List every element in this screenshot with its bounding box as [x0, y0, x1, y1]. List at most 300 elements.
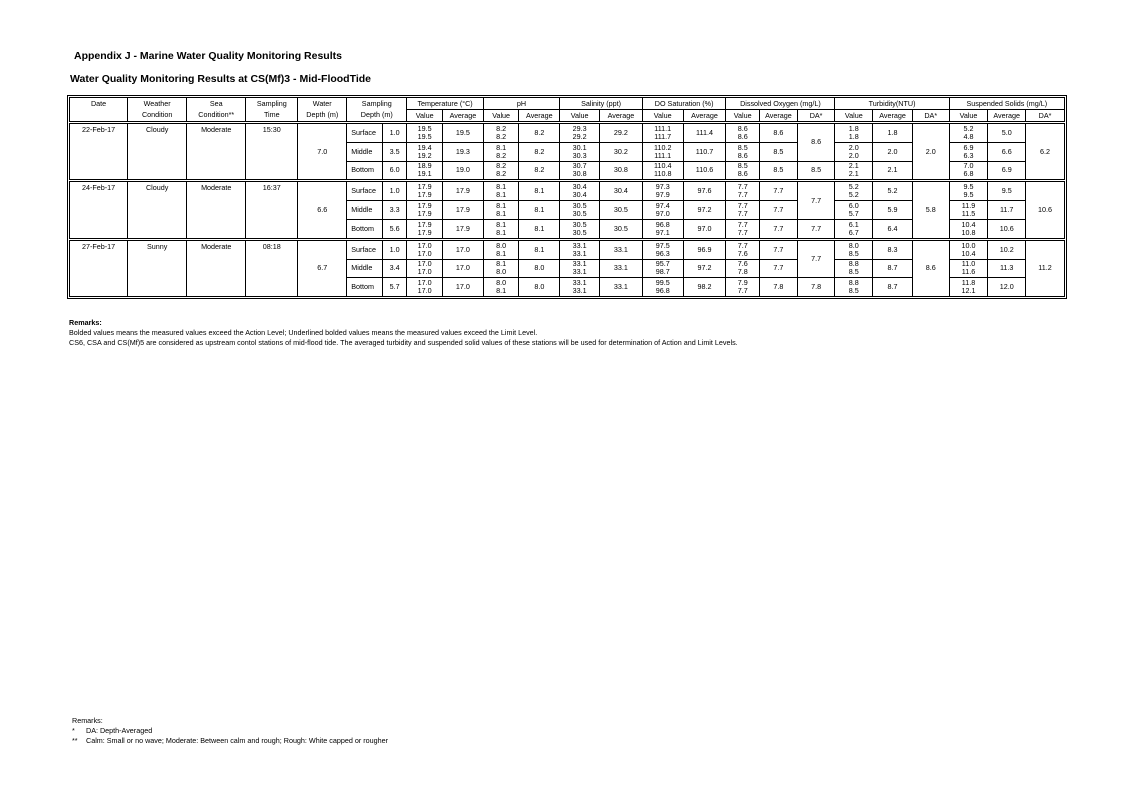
do-saturation-value-2: 98.7	[655, 267, 670, 277]
ph-value-2: 8.1	[496, 209, 507, 219]
ph-average-cell: 8.2	[519, 123, 560, 143]
dissolved-oxygen-value-1: 7.9	[737, 278, 748, 288]
do-saturation-value	[642, 142, 683, 161]
sea-condition-cell: Moderate	[187, 181, 246, 239]
salinity-value	[560, 278, 600, 297]
header-sampling-depth-sub: Depth (m)	[347, 110, 407, 123]
salinity-value	[560, 123, 600, 143]
ph-value-1: 8.1	[496, 219, 507, 229]
suspended-solids-value	[949, 259, 988, 278]
weather-cell: Cloudy	[128, 181, 187, 239]
ph-value-1: 8.2	[496, 161, 507, 171]
suspended-solids-value-1: 11.9	[961, 201, 976, 211]
dissolved-oxygen-value-2: 7.7	[737, 190, 748, 200]
suspended-solids-value-1: 6.9	[963, 142, 974, 152]
salinity-value-2: 30.5	[572, 209, 587, 219]
turbidity-value	[835, 142, 873, 161]
salinity-value-1: 30.5	[572, 219, 587, 229]
date-cell: 22-Feb-17	[70, 123, 128, 181]
dissolved-oxygen-value-2: 8.6	[737, 169, 748, 179]
temp-value	[407, 219, 443, 239]
do-saturation-average-cell: 96.9	[683, 239, 726, 259]
temp-average-cell: 17.0	[443, 239, 484, 259]
salinity-value-1: 30.7	[572, 161, 587, 171]
sampling-depth-cell: 1.0	[382, 181, 406, 201]
turbidity-value	[835, 181, 873, 201]
footnote-double-star-text: Calm: Small or no wave; Moderate: Between calm and rough; Rough: White capped or rougher	[86, 736, 389, 745]
suspended-solids-value-2: 6.3	[963, 150, 974, 160]
temp-value	[407, 123, 443, 143]
temp-value	[407, 142, 443, 161]
temp-value-1: 17.9	[417, 201, 432, 211]
suspended-solids-average-cell: 11.3	[988, 259, 1026, 278]
sampling-depth-cell: 5.6	[382, 219, 406, 239]
dissolved-oxygen-average-cell: 8.5	[760, 142, 798, 161]
dissolved-oxygen-value-2: 8.6	[737, 150, 748, 160]
dissolved-oxygen-value-2: 7.7	[737, 286, 748, 296]
sampling-time-cell: 15:30	[246, 123, 298, 181]
turbidity-value-2: 1.8	[848, 131, 859, 141]
salinity-value	[560, 161, 600, 181]
do-saturation-average-cell: 97.2	[683, 201, 726, 220]
suspended-solids-value	[949, 239, 988, 259]
do-saturation-value	[642, 161, 683, 181]
header-weather-sub: Condition	[128, 110, 187, 123]
suspended-solids-value	[949, 181, 988, 201]
salinity-value-1: 29.3	[572, 123, 587, 133]
temp-value	[407, 259, 443, 278]
ph-value-2: 8.1	[496, 286, 507, 296]
sampling-depth-cell: 3.3	[382, 201, 406, 220]
ph-value-1: 8.1	[496, 182, 507, 192]
dissolved-oxygen-value	[726, 278, 760, 297]
water-quality-table-frame	[67, 95, 1067, 299]
ph-value	[483, 219, 519, 239]
table-body	[70, 123, 1065, 297]
dissolved-oxygen-value	[726, 201, 760, 220]
suspended-solids-average-cell: 10.6	[988, 219, 1026, 239]
turbidity-average-cell: 8.7	[873, 278, 913, 297]
dissolved-oxygen-value	[726, 123, 760, 143]
dissolved-oxygen-average-cell: 7.7	[760, 259, 798, 278]
suspended-solids-value-1: 11.8	[961, 278, 976, 288]
header-ph-average: Average	[519, 110, 560, 123]
turbidity-value-2: 8.5	[848, 267, 859, 277]
turbidity-value-2: 6.7	[848, 227, 859, 237]
salinity-average-cell: 33.1	[600, 278, 643, 297]
do-saturation-average-cell: 98.2	[683, 278, 726, 297]
sampling-depth-cell: 3.5	[382, 142, 406, 161]
ph-value	[483, 181, 519, 201]
header-ss-value: Value	[949, 110, 988, 123]
turbidity-value	[835, 259, 873, 278]
suspended-solids-average-cell: 5.0	[988, 123, 1026, 143]
suspended-solids-value-2: 11.5	[961, 209, 976, 219]
ph-value	[483, 201, 519, 220]
do-saturation-value-1: 97.5	[655, 240, 670, 250]
dissolved-oxygen-value-1: 7.7	[737, 219, 748, 229]
dissolved-oxygen-da-bottom-cell: 8.5	[797, 161, 835, 181]
sea-condition-cell: Moderate	[187, 123, 246, 181]
temp-value	[407, 161, 443, 181]
turbidity-da-cell: 8.6	[912, 239, 949, 296]
suspended-solids-value-2: 12.1	[961, 286, 976, 296]
salinity-value-1: 30.4	[572, 182, 587, 192]
ph-average-cell: 8.1	[519, 219, 560, 239]
salinity-average-cell: 30.5	[600, 201, 643, 220]
temp-value-2: 19.1	[417, 169, 432, 179]
do-saturation-value-1: 96.8	[655, 219, 670, 229]
suspended-solids-value	[949, 142, 988, 161]
turbidity-value-1: 8.8	[848, 278, 859, 288]
suspended-solids-value-1: 10.4	[961, 219, 976, 229]
turbidity-average-cell: 5.9	[873, 201, 913, 220]
temp-value-1: 17.0	[417, 240, 432, 250]
header-do-saturation: DO Saturation (%)	[642, 98, 726, 110]
water-quality-table	[69, 97, 1065, 297]
turbidity-value-1: 6.1	[848, 219, 859, 229]
dissolved-oxygen-value-2: 7.6	[737, 248, 748, 258]
suspended-solids-value	[949, 123, 988, 143]
header-sea-sub: Condition**	[187, 110, 246, 123]
temp-average-cell: 17.0	[443, 259, 484, 278]
dissolved-oxygen-average-cell: 7.7	[760, 201, 798, 220]
temp-value-1: 17.0	[417, 259, 432, 269]
header-ss-average: Average	[988, 110, 1026, 123]
turbidity-value-2: 8.5	[848, 248, 859, 258]
date-cell: 24-Feb-17	[70, 181, 128, 239]
turbidity-average-cell: 6.4	[873, 219, 913, 239]
salinity-value-2: 29.2	[572, 131, 587, 141]
do-saturation-value	[642, 259, 683, 278]
header-time-sub: Time	[246, 110, 298, 123]
dissolved-oxygen-value	[726, 161, 760, 181]
salinity-value-2: 33.1	[572, 286, 587, 296]
suspended-solids-value-2: 11.6	[961, 267, 976, 277]
sampling-depth-cell: 1.0	[382, 123, 406, 143]
ph-value-1: 8.1	[496, 142, 507, 152]
suspended-solids-da-cell: 10.6	[1026, 181, 1065, 239]
do-saturation-value	[642, 181, 683, 201]
ph-average-cell: 8.1	[519, 201, 560, 220]
do-saturation-value-1: 99.5	[655, 278, 670, 288]
turbidity-value-1: 6.0	[848, 201, 859, 211]
do-saturation-value	[642, 219, 683, 239]
turbidity-average-cell: 5.2	[873, 181, 913, 201]
do-saturation-value-2: 97.0	[655, 209, 670, 219]
salinity-value-2: 30.5	[572, 227, 587, 237]
suspended-solids-value-1: 5.2	[963, 123, 974, 133]
header-dos-value: Value	[642, 110, 683, 123]
suspended-solids-average-cell: 9.5	[988, 181, 1026, 201]
suspended-solids-da-cell: 6.2	[1026, 123, 1065, 181]
sampling-level-cell: Bottom	[347, 278, 383, 297]
turbidity-average-cell: 2.1	[873, 161, 913, 181]
dissolved-oxygen-value	[726, 219, 760, 239]
turbidity-average-cell: 2.0	[873, 142, 913, 161]
temp-value-2: 17.0	[417, 267, 432, 277]
dissolved-oxygen-value-2: 7.8	[737, 267, 748, 277]
temp-value	[407, 181, 443, 201]
turbidity-average-cell: 8.7	[873, 259, 913, 278]
ph-value-2: 8.1	[496, 190, 507, 200]
do-saturation-value-1: 110.4	[653, 161, 672, 171]
turbidity-da-cell: 5.8	[912, 181, 949, 239]
header-dox-average: Average	[760, 110, 798, 123]
temp-value-1: 19.5	[417, 123, 432, 133]
do-saturation-value-2: 111.1	[654, 150, 672, 160]
dissolved-oxygen-da-bottom-cell: 7.7	[797, 219, 835, 239]
dissolved-oxygen-da-cell: 7.7	[797, 239, 835, 278]
dissolved-oxygen-average-cell: 8.6	[760, 123, 798, 143]
suspended-solids-da-cell: 11.2	[1026, 239, 1065, 296]
turbidity-value-1: 8.8	[848, 259, 859, 269]
temp-average-cell: 19.5	[443, 123, 484, 143]
turbidity-value-2: 5.7	[848, 209, 859, 219]
suspended-solids-value-2: 4.8	[963, 131, 974, 141]
header-dox-value: Value	[726, 110, 760, 123]
ph-value	[483, 259, 519, 278]
suspended-solids-average-cell: 10.2	[988, 239, 1026, 259]
dissolved-oxygen-average-cell: 7.7	[760, 239, 798, 259]
dissolved-oxygen-value-1: 7.7	[737, 182, 748, 192]
do-saturation-value-1: 110.2	[653, 142, 672, 152]
footnote-da	[72, 726, 388, 736]
weather-cell: Sunny	[128, 239, 187, 296]
temp-value-1: 18.9	[417, 161, 432, 171]
turbidity-value	[835, 219, 873, 239]
remarks-block	[69, 318, 738, 348]
temp-value-1: 17.9	[417, 219, 432, 229]
do-saturation-average-cell: 97.6	[683, 181, 726, 201]
header-sea: Sea	[187, 98, 246, 110]
suspended-solids-average-cell: 11.7	[988, 201, 1026, 220]
sampling-time-cell: 08:18	[246, 239, 298, 296]
ph-value-1: 8.1	[496, 259, 507, 269]
header-temp-average: Average	[443, 110, 484, 123]
dissolved-oxygen-average-cell: 7.8	[760, 278, 798, 297]
dissolved-oxygen-average-cell: 7.7	[760, 181, 798, 201]
temp-value	[407, 239, 443, 259]
turbidity-value-2: 2.0	[848, 150, 859, 160]
suspended-solids-average-cell: 6.6	[988, 142, 1026, 161]
do-saturation-value-2: 96.8	[655, 286, 670, 296]
do-saturation-average-cell: 97.2	[683, 259, 726, 278]
salinity-average-cell: 33.1	[600, 239, 643, 259]
header-ss-da: DA*	[1026, 110, 1065, 123]
dissolved-oxygen-value	[726, 181, 760, 201]
turbidity-value-1: 2.1	[848, 161, 859, 171]
do-saturation-value-2: 97.1	[655, 227, 670, 237]
suspended-solids-average-cell: 6.9	[988, 161, 1026, 181]
temp-value-2: 17.9	[417, 190, 432, 200]
suspended-solids-value-1: 11.0	[961, 259, 976, 269]
header-turbidity: Turbidity(NTU)	[835, 98, 949, 110]
dissolved-oxygen-average-cell: 7.7	[760, 219, 798, 239]
sampling-level-cell: Bottom	[347, 219, 383, 239]
do-saturation-value	[642, 123, 683, 143]
do-saturation-value-2: 97.9	[655, 190, 670, 200]
temp-average-cell: 17.0	[443, 278, 484, 297]
dissolved-oxygen-average-cell: 8.5	[760, 161, 798, 181]
header-temp-value: Value	[407, 110, 443, 123]
dissolved-oxygen-value	[726, 142, 760, 161]
remarks-heading: Remarks:	[69, 318, 102, 327]
suspended-solids-value-2: 10.4	[961, 248, 976, 258]
ph-value-2: 8.2	[496, 169, 507, 179]
turbidity-value-1: 8.0	[848, 240, 859, 250]
do-saturation-value-2: 96.3	[655, 248, 670, 258]
header-turb-value: Value	[835, 110, 873, 123]
do-saturation-value-2: 111.7	[654, 131, 672, 141]
salinity-average-cell: 29.2	[600, 123, 643, 143]
do-saturation-value-1: 95.7	[655, 259, 670, 269]
dissolved-oxygen-value-1: 8.5	[737, 142, 748, 152]
salinity-value	[560, 239, 600, 259]
dissolved-oxygen-da-bottom-cell: 7.8	[797, 278, 835, 297]
suspended-solids-value	[949, 161, 988, 181]
table-row	[70, 181, 1065, 201]
dissolved-oxygen-value-1: 7.7	[737, 240, 748, 250]
header-temperature: Temperature (°C)	[407, 98, 483, 110]
temp-average-cell: 17.9	[443, 219, 484, 239]
dissolved-oxygen-value-2: 8.6	[737, 131, 748, 141]
suspended-solids-value-1: 10.0	[961, 240, 976, 250]
header-date: Date	[70, 98, 128, 110]
do-saturation-average-cell: 97.0	[683, 219, 726, 239]
sampling-level-cell: Middle	[347, 259, 383, 278]
ph-average-cell: 8.1	[519, 239, 560, 259]
footnote-double-star-mark: **	[72, 736, 78, 745]
suspended-solids-value-1: 9.5	[963, 182, 974, 192]
ph-value	[483, 123, 519, 143]
ph-value-2: 8.2	[496, 131, 507, 141]
sampling-depth-cell: 5.7	[382, 278, 406, 297]
suspended-solids-value	[949, 219, 988, 239]
do-saturation-value	[642, 201, 683, 220]
do-saturation-value-1: 97.4	[655, 201, 670, 211]
sampling-level-cell: Surface	[347, 181, 383, 201]
salinity-value	[560, 181, 600, 201]
temp-value-2: 17.9	[417, 209, 432, 219]
header-weather: Weather	[128, 98, 187, 110]
header-sal-value: Value	[560, 110, 600, 123]
dissolved-oxygen-value-1: 7.7	[737, 201, 748, 211]
ph-value	[483, 278, 519, 297]
header-water-depth: Water	[298, 98, 347, 110]
salinity-value-1: 33.1	[572, 240, 587, 250]
salinity-value-1: 33.1	[572, 259, 587, 269]
sampling-depth-cell: 6.0	[382, 161, 406, 181]
turbidity-value	[835, 278, 873, 297]
turbidity-value-2: 5.2	[848, 190, 859, 200]
footnotes-block	[72, 716, 388, 746]
suspended-solids-value-2: 6.8	[963, 169, 974, 179]
do-saturation-value-1: 111.1	[654, 123, 672, 133]
header-ph-value: Value	[483, 110, 519, 123]
temp-value-1: 17.0	[417, 278, 432, 288]
salinity-average-cell: 30.4	[600, 181, 643, 201]
salinity-value-1: 33.1	[572, 278, 587, 288]
do-saturation-average-cell: 110.6	[683, 161, 726, 181]
turbidity-average-cell: 8.3	[873, 239, 913, 259]
ph-average-cell: 8.2	[519, 161, 560, 181]
turbidity-value-1: 2.0	[848, 142, 859, 152]
sea-condition-cell: Moderate	[187, 239, 246, 296]
salinity-value-2: 30.8	[572, 169, 587, 179]
do-saturation-value-1: 97.3	[655, 182, 670, 192]
salinity-value-1: 30.1	[572, 142, 587, 152]
temp-value-1: 19.4	[417, 142, 432, 152]
salinity-value-2: 33.1	[572, 248, 587, 258]
temp-value-2: 17.0	[417, 248, 432, 258]
suspended-solids-value-2: 9.5	[963, 190, 974, 200]
water-depth-cell: 6.7	[298, 239, 347, 296]
salinity-value	[560, 259, 600, 278]
suspended-solids-value	[949, 278, 988, 297]
salinity-average-cell: 30.8	[600, 161, 643, 181]
salinity-average-cell: 30.2	[600, 142, 643, 161]
header-dissolved-oxygen: Dissolved Oxygen (mg/L)	[726, 98, 835, 110]
dissolved-oxygen-value-2: 7.7	[737, 209, 748, 219]
ph-value	[483, 239, 519, 259]
temp-value-2: 19.2	[417, 150, 432, 160]
temp-value-2: 19.5	[417, 131, 432, 141]
ph-value-1: 8.2	[496, 123, 507, 133]
header-turb-da: DA*	[912, 110, 949, 123]
turbidity-value	[835, 161, 873, 181]
temp-value	[407, 278, 443, 297]
suspended-solids-value-1: 7.0	[963, 161, 974, 171]
suspended-solids-value	[949, 201, 988, 220]
header-dox-da: DA*	[797, 110, 835, 123]
suspended-solids-value-2: 10.8	[961, 227, 976, 237]
suspended-solids-average-cell: 12.0	[988, 278, 1026, 297]
salinity-value-2: 33.1	[572, 267, 587, 277]
turbidity-value-1: 5.2	[848, 182, 859, 192]
temp-average-cell: 19.0	[443, 161, 484, 181]
footnote-star-mark: *	[72, 726, 75, 735]
ph-value-2: 8.0	[496, 267, 507, 277]
ph-value-2: 8.2	[496, 150, 507, 160]
sampling-level-cell: Middle	[347, 201, 383, 220]
ph-average-cell: 8.1	[519, 181, 560, 201]
turbidity-value-2: 2.1	[848, 169, 859, 179]
ph-value-1: 8.0	[496, 240, 507, 250]
table-title: Water Quality Monitoring Results at CS(Mf)3 - Mid-FloodTide	[70, 73, 371, 85]
sampling-depth-cell: 3.4	[382, 259, 406, 278]
header-sampling-depth: Sampling	[347, 98, 407, 110]
header-sampling-time: Sampling	[246, 98, 298, 110]
turbidity-value	[835, 123, 873, 143]
temp-value-2: 17.9	[417, 227, 432, 237]
salinity-value	[560, 201, 600, 220]
sampling-depth-cell: 1.0	[382, 239, 406, 259]
salinity-value-2: 30.4	[572, 190, 587, 200]
dissolved-oxygen-value-2: 7.7	[737, 227, 748, 237]
temp-average-cell: 17.9	[443, 181, 484, 201]
sampling-level-cell: Surface	[347, 123, 383, 143]
sampling-level-cell: Surface	[347, 239, 383, 259]
temp-value	[407, 201, 443, 220]
dissolved-oxygen-da-cell: 8.6	[797, 123, 835, 162]
dissolved-oxygen-value	[726, 239, 760, 259]
header-turb-average: Average	[873, 110, 913, 123]
temp-value-2: 17.0	[417, 286, 432, 296]
turbidity-value-2: 8.5	[848, 286, 859, 296]
salinity-value-1: 30.5	[572, 201, 587, 211]
weather-cell: Cloudy	[128, 123, 187, 181]
